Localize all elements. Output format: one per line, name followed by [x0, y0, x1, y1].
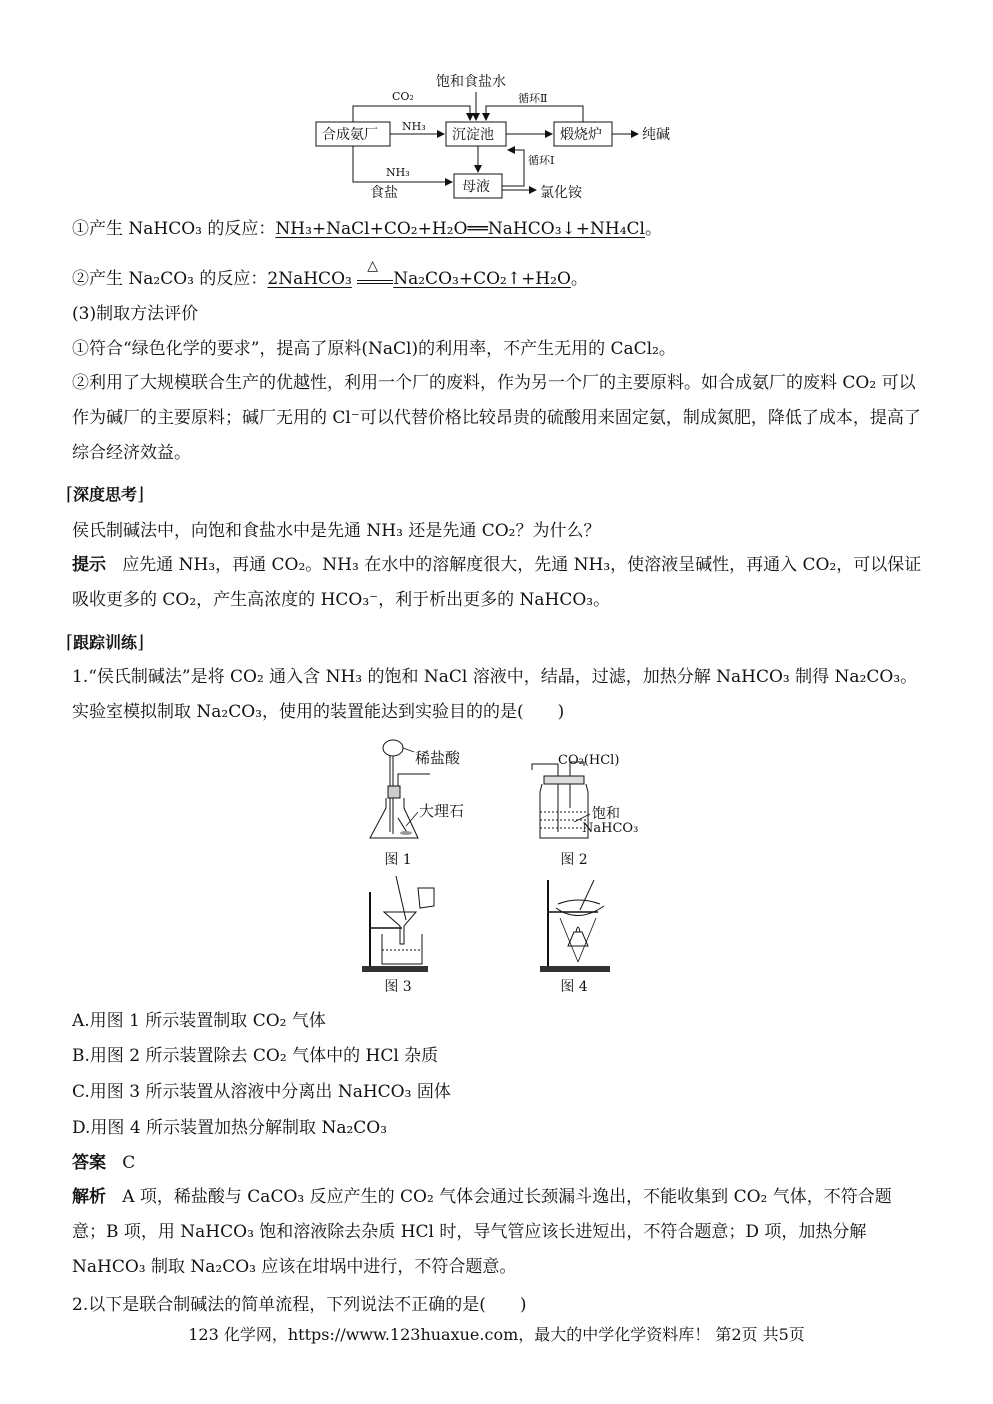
node-settling-tank: 沉淀池 [452, 127, 494, 143]
label-cycle-1: 循环Ⅰ [528, 154, 555, 167]
option-c: C.用图 3 所示装置从溶液中分离出 NaHCO₃ 固体 [72, 1082, 451, 1102]
figure-3-caption: 图 3 [384, 979, 412, 995]
question-1: 1.“侯氏制碱法”是将 CO₂ 通入含 NH₃ 的饱和 NaCl 溶液中，结晶，过滤，加热分解 NaHCO₃ 制得 Na₂CO₃。实验室模拟制取 Na₂CO₃，使用的装置能达到实验目的的是( ) [72, 667, 918, 722]
reaction-2: ②产生 Na₂CO₃ 的反应：2NaHCO₃ △ Na₂CO₃+CO₂↑+H₂O。 [72, 268, 588, 290]
figure-2-solution-label: NaHCO₃ [582, 821, 639, 836]
think-question: 侯氏制碱法中，向饱和食盐水中是先通 NH₃ 还是先通 CO₂？为什么？ [72, 521, 601, 541]
option-b: B.用图 2 所示装置除去 CO₂ 气体中的 HCl 杂质 [72, 1046, 439, 1066]
node-ammonia-plant: 合成氨厂 [322, 127, 378, 143]
section-training: ⌈跟踪训练⌋ [66, 632, 145, 653]
label-cycle-2: 循环Ⅱ [518, 92, 548, 105]
answer-line [72, 1152, 135, 1174]
figure-4-apparatus [538, 876, 628, 976]
process-flow-diagram [300, 70, 700, 205]
heat-condition: △ [367, 258, 379, 274]
analysis-label: 解析 [72, 1187, 106, 1207]
reaction-1-equation: NH₃+NaCl+CO₂+H₂O══NaHCO₃↓+NH₄Cl [275, 219, 645, 239]
label-nh3-a: NH₃ [402, 120, 426, 133]
node-furnace: 煅烧炉 [560, 127, 602, 143]
figure-2-saturated-label: 饱和 [592, 806, 620, 822]
label-co2: CO₂ [392, 90, 414, 103]
node-mother-liquor: 母液 [462, 179, 490, 195]
figure-1-acid-label: 稀盐酸 [415, 749, 461, 767]
evaluation-point-1: ①符合“绿色化学的要求”，提高了原料(NaCl)的利用率，不产生无用的 CaCl₂。 [72, 339, 676, 359]
page-footer: 123 化学网，https://www.123huaxue.com，最大的中学化学资料库！ 第2页 共5页 [188, 1325, 805, 1344]
analysis-block [72, 1180, 922, 1285]
label-brine: 饱和食盐水 [436, 74, 506, 90]
figure-2-gas-label: CO₂(HCl) [558, 753, 620, 768]
figure-1-marble-label: 大理石 [419, 802, 465, 820]
hint-label: 提示 [72, 555, 106, 575]
evaluation-point-2: ②利用了大规模联合生产的优越性，利用一个厂的废料，作为另一个厂的主要原料。如合成氨厂的废料 CO₂ 可以作为碱厂的主要原料；碱厂无用的 Cl⁻可以代替价格比较昂贵的硫酸用来固定氨，制成氮肥，降低了成本，提高了综合经济效益。 [72, 373, 921, 463]
hint-text: 应先通 NH₃，再通 CO₂。NH₃ 在水中的溶解度很大，先通 NH₃，使溶液呈碱性，再通入 CO₂，可以保证吸收更多的 CO₂，产生高浓度的 HCO₃⁻，利于析出更多的 NaHCO₃。 [72, 555, 922, 610]
option-d: D.用图 4 所示装置加热分解制取 Na₂CO₃ [72, 1118, 388, 1138]
label-salt: 食盐 [370, 185, 398, 201]
analysis-text: A 项，稀盐酸与 CaCO₃ 反应产生的 CO₂ 气体会通过长颈漏斗逸出，不能收集到 CO₂ 气体，不符合题意；B 项，用 NaHCO₃ 饱和溶液除去杂质 HCl 时，导气管应该长进短出，不符合题意；D 项，加热分解 NaHCO₃ 制取 Na₂CO₃ 应该在坩埚中进行，不符合题意。 [72, 1187, 892, 1277]
answer-value: C [122, 1153, 136, 1173]
figure-3-apparatus [360, 874, 450, 974]
evaluation-title: (3)制取方法评价 [72, 304, 199, 324]
figure-4-caption: 图 4 [560, 979, 588, 995]
hint-block [72, 548, 922, 618]
answer-label: 答案 [72, 1153, 106, 1173]
label-nh4cl: 氯化铵 [540, 185, 582, 201]
section-deep-thinking: ⌈深度思考⌋ [66, 484, 145, 505]
reaction-1: ①产生 NaHCO₃ 的反应：NH₃+NaCl+CO₂+H₂O══NaHCO₃↓+NH₄Cl。 [72, 219, 662, 239]
label-soda: 纯碱 [642, 127, 670, 143]
figure-1-caption: 图 1 [384, 852, 412, 868]
label-nh3-b: NH₃ [386, 166, 410, 179]
question-2: 2.以下是联合制碱法的简单流程，下列说法不正确的是( ) [72, 1295, 527, 1315]
figure-2-caption: 图 2 [560, 852, 588, 868]
option-a: A.用图 1 所示装置制取 CO₂ 气体 [72, 1011, 326, 1031]
